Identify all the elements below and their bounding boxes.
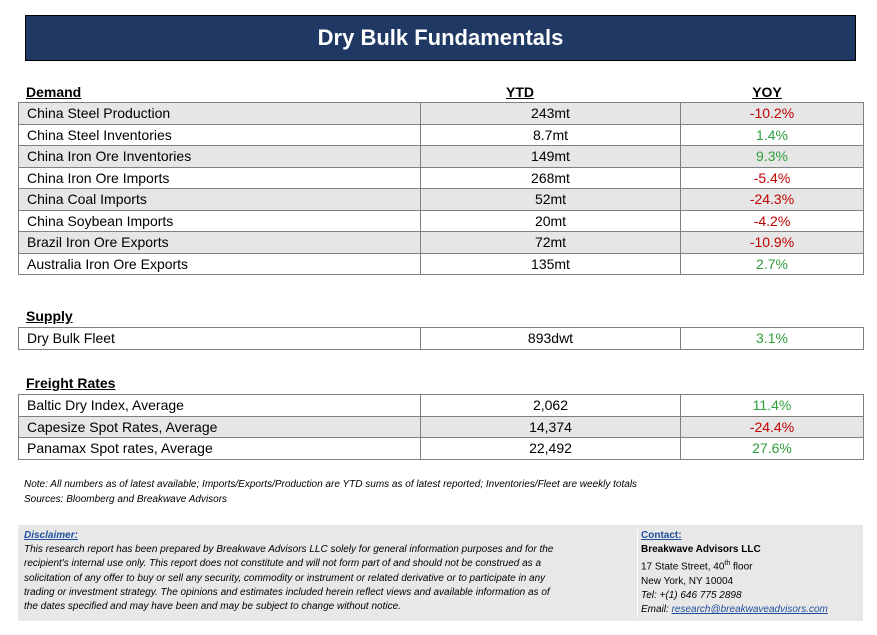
row-name-cell: Baltic Dry Index, Average: [19, 395, 421, 417]
row-name-cell: Panamax Spot rates, Average: [19, 438, 421, 460]
disclaimer-line: This research report has been prepared by Breakwave Advisors LLC solely for general information purposes and for the: [24, 544, 554, 556]
row-name-cell: China Iron Ore Inventories: [19, 146, 421, 168]
contact-tel: Tel: +(1) 646 775 2898: [641, 590, 742, 602]
row-name-cell: Dry Bulk Fleet: [19, 328, 421, 350]
ytd-column-header: YTD: [506, 84, 534, 100]
row-ytd-cell: 72mt: [421, 232, 681, 254]
contact-heading: Contact:: [641, 530, 682, 541]
table-row: [19, 395, 864, 417]
disclaimer-line: solicitation of any offer to buy or sell any security, commodity or instrument or related derivative or to participate in any: [24, 572, 546, 584]
row-ytd-cell: 8.7mt: [421, 124, 681, 146]
row-name-cell: China Steel Inventories: [19, 124, 421, 146]
disclaimer-heading: Disclaimer:: [24, 530, 78, 541]
contact-firm: Breakwave Advisors LLC: [641, 544, 761, 556]
supply-header-row: [18, 306, 863, 326]
contact-email-row: [641, 603, 861, 617]
street-main: 17 State Street, 40: [641, 561, 725, 573]
table-row: [19, 438, 864, 460]
row-yoy-cell: -4.2%: [681, 210, 864, 232]
row-ytd-cell: 135mt: [421, 253, 681, 275]
table-row: [19, 146, 864, 168]
demand-header-row: [18, 82, 863, 102]
supply-section-label: Supply: [26, 308, 73, 324]
disclaimer-section: [24, 529, 634, 614]
row-ytd-cell: 243mt: [421, 103, 681, 125]
row-yoy-cell: -10.9%: [681, 232, 864, 254]
table-row: [19, 328, 864, 350]
row-name-cell: Australia Iron Ore Exports: [19, 253, 421, 275]
row-ytd-cell: 20mt: [421, 210, 681, 232]
title-banner: [25, 15, 856, 61]
row-ytd-cell: 52mt: [421, 189, 681, 211]
table-row: [19, 167, 864, 189]
street-floor: floor: [730, 561, 753, 573]
row-yoy-cell: -24.4%: [681, 416, 864, 438]
footnote: Note: All numbers as of latest available; Imports/Exports/Production are YTD sums as of latest reported; Inventories/Fleet are weekly totals: [24, 479, 638, 490]
row-name-cell: China Soybean Imports: [19, 210, 421, 232]
street-suffix: th: [724, 560, 731, 568]
disclaimer-text: [24, 543, 634, 614]
row-ytd-cell: 268mt: [421, 167, 681, 189]
yoy-column-header: YOY: [752, 84, 782, 100]
contact-section: [641, 529, 861, 618]
row-yoy-cell: -10.2%: [681, 103, 864, 125]
row-name-cell: Brazil Iron Ore Exports: [19, 232, 421, 254]
email-label: Email:: [641, 604, 672, 616]
freight-section-label: Freight Rates: [26, 375, 116, 391]
row-ytd-cell: 149mt: [421, 146, 681, 168]
row-yoy-cell: 2.7%: [681, 253, 864, 275]
row-ytd-cell: 893dwt: [421, 328, 681, 350]
row-ytd-cell: 2,062: [421, 395, 681, 417]
table-row: [19, 253, 864, 275]
table-row: [19, 416, 864, 438]
freight-table: [18, 394, 864, 460]
row-yoy-cell: -24.3%: [681, 189, 864, 211]
row-yoy-cell: -5.4%: [681, 167, 864, 189]
divider: [637, 529, 638, 617]
row-yoy-cell: 3.1%: [681, 328, 864, 350]
email-link[interactable]: research@breakwaveadvisors.com: [671, 604, 828, 616]
disclaimer-box: [18, 525, 863, 621]
disclaimer-line: trading or investment strategy. The opinions and estimates included herein reflect views and available information as of: [24, 586, 550, 598]
table-row: [19, 189, 864, 211]
page-title: Dry Bulk Fundamentals: [317, 25, 564, 50]
row-name-cell: China Iron Ore Imports: [19, 167, 421, 189]
row-yoy-cell: 27.6%: [681, 438, 864, 460]
table-row: [19, 103, 864, 125]
row-yoy-cell: 9.3%: [681, 146, 864, 168]
row-yoy-cell: 1.4%: [681, 124, 864, 146]
contact-city: New York, NY 10004: [641, 575, 734, 587]
table-row: [19, 124, 864, 146]
table-row: [19, 232, 864, 254]
supply-table: [18, 327, 864, 350]
contact-street: [641, 557, 861, 575]
row-name-cell: China Coal Imports: [19, 189, 421, 211]
sources-note: Sources: Bloomberg and Breakwave Advisors: [24, 494, 228, 505]
freight-header-row: [18, 373, 863, 393]
row-name-cell: Capesize Spot Rates, Average: [19, 416, 421, 438]
row-ytd-cell: 22,492: [421, 438, 681, 460]
row-yoy-cell: 11.4%: [681, 395, 864, 417]
row-ytd-cell: 14,374: [421, 416, 681, 438]
disclaimer-line: the dates specified and may have been and may be subject to change without notice.: [24, 601, 401, 613]
demand-section-label: Demand: [26, 84, 82, 100]
table-row: [19, 210, 864, 232]
demand-table: [18, 102, 864, 275]
row-name-cell: China Steel Production: [19, 103, 421, 125]
disclaimer-line: recipient's internal use only. This report does not constitute and will not form part of and should not be construed as a: [24, 558, 542, 570]
